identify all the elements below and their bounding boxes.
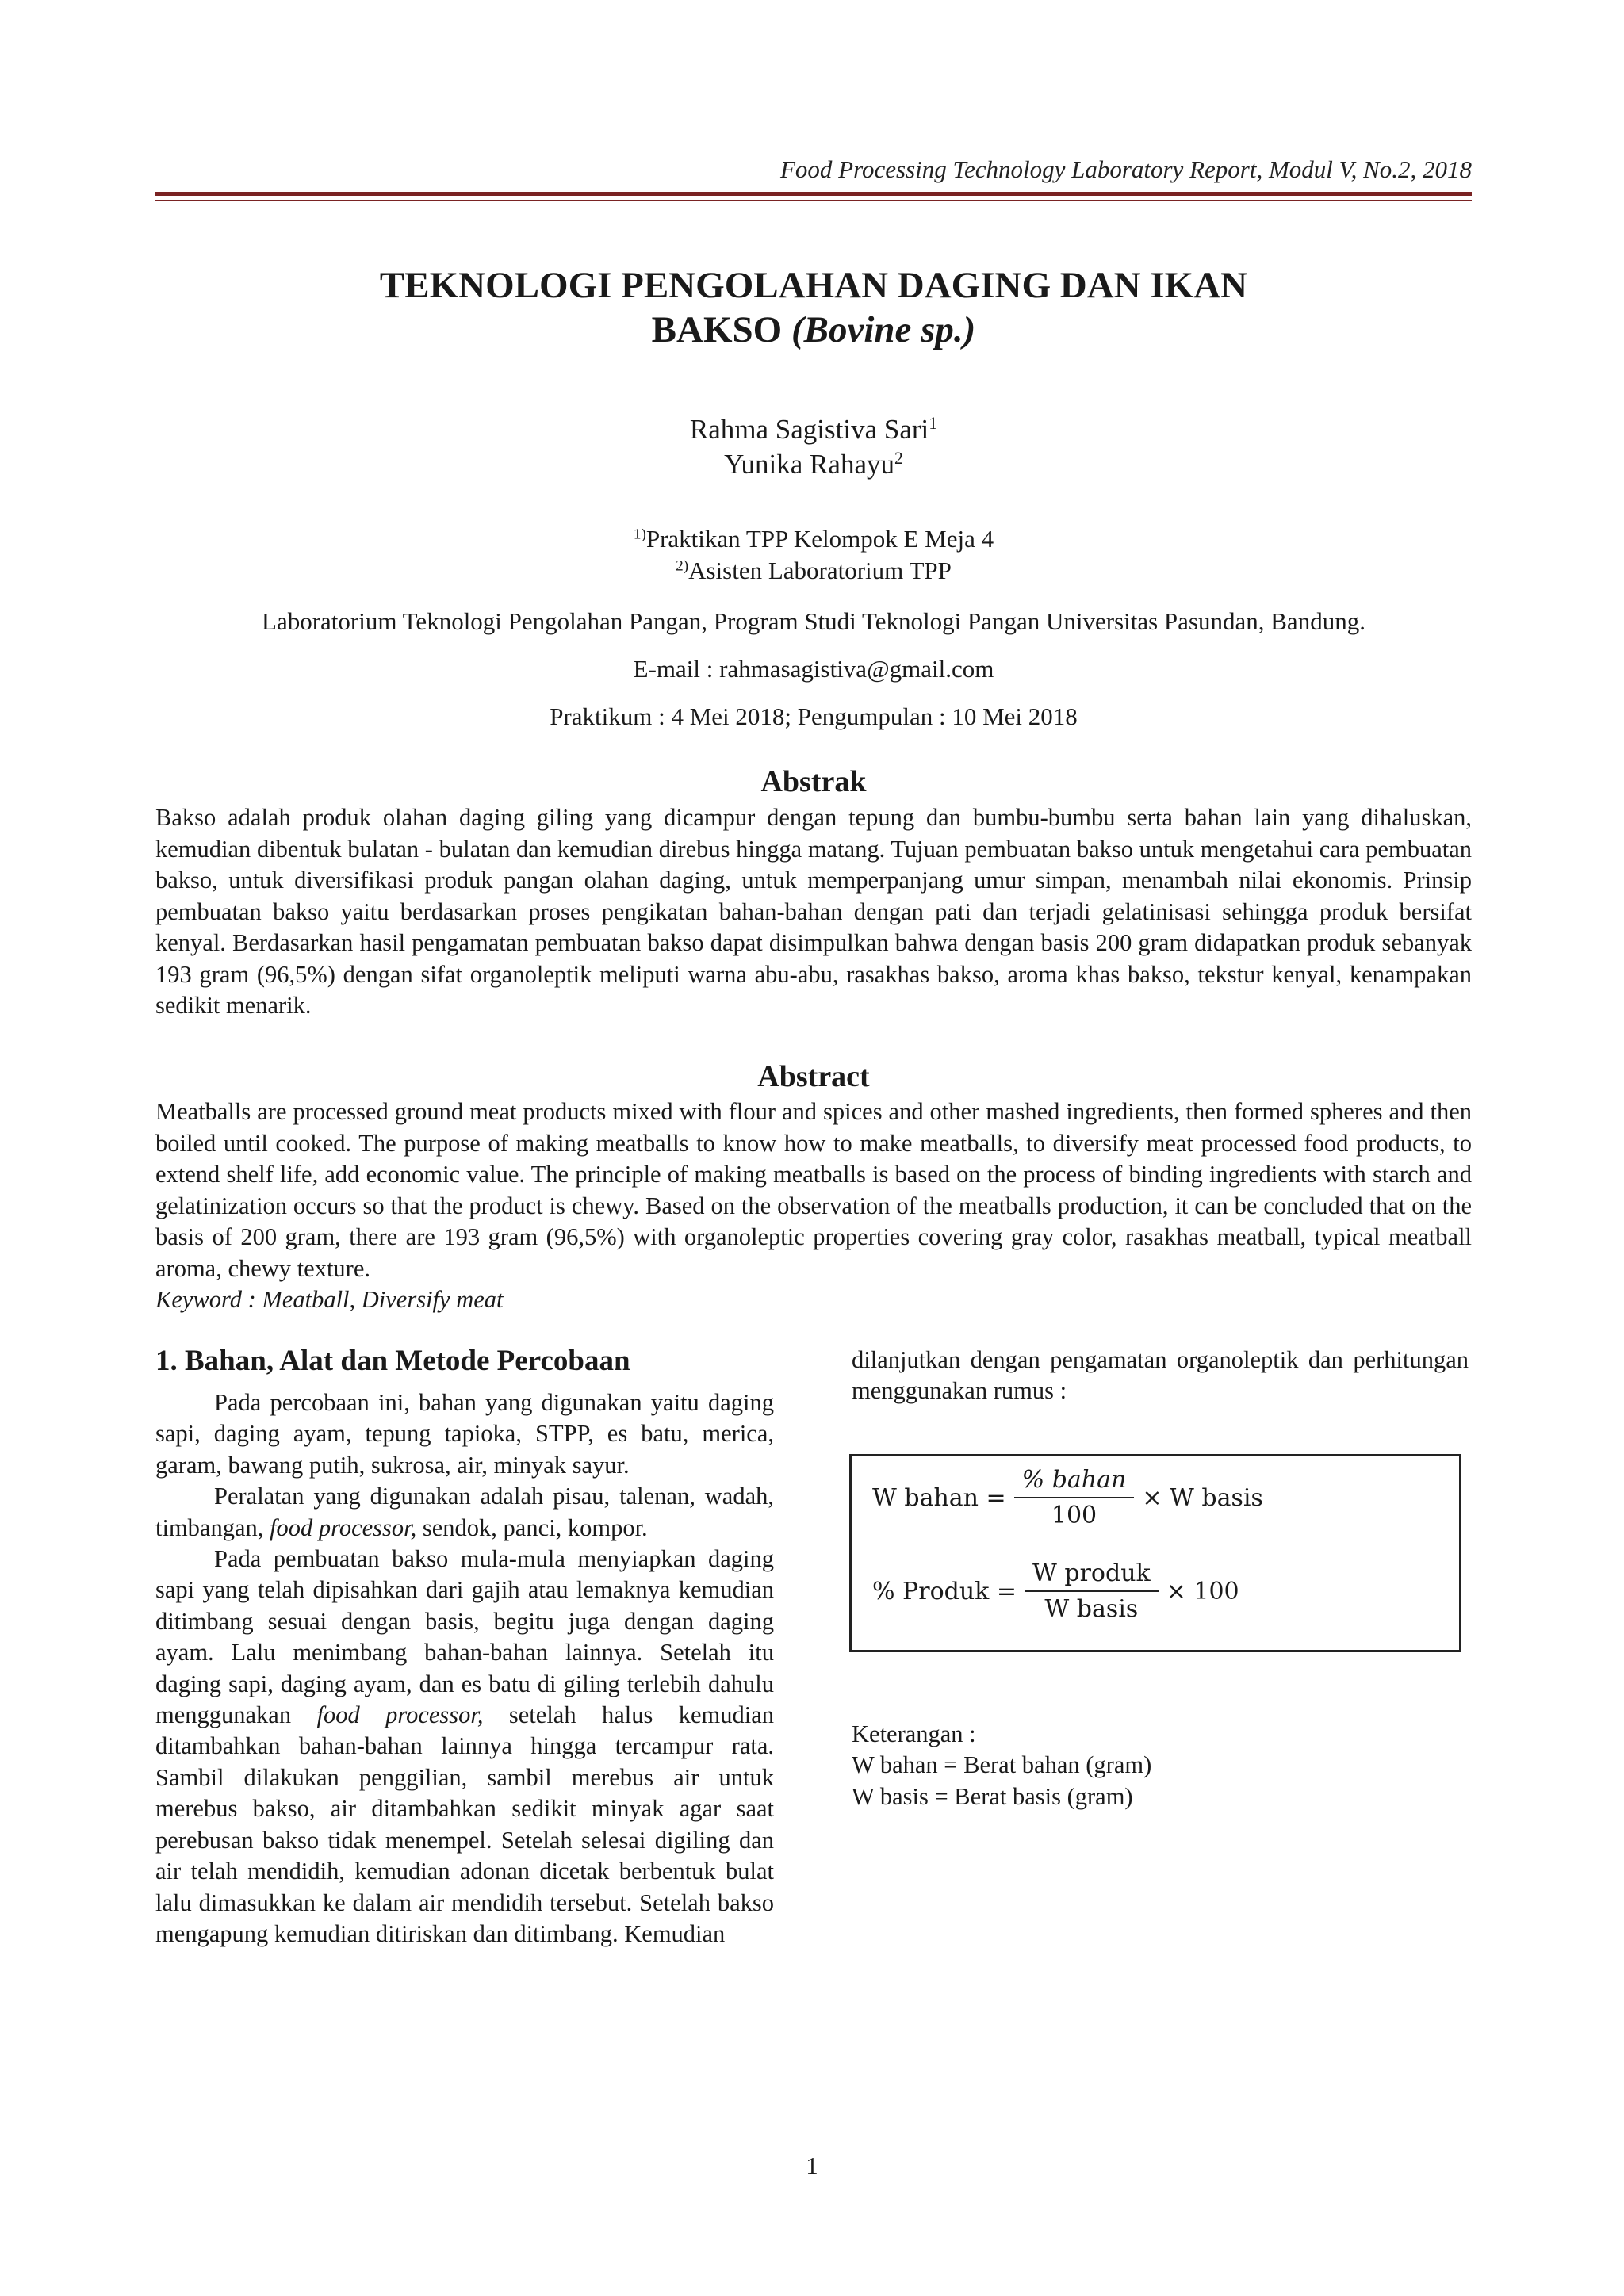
abstrak-body — [155, 802, 1472, 1022]
dates-line: Praktikum : 4 Mei 2018; Pengumpulan : 10 Mei 2018 — [550, 702, 1078, 730]
equipment-text-b: sendok, panci, kompor. — [416, 1513, 648, 1541]
abstract-text: Meatballs are processed ground meat products mixed with flour and spices and other mashed ingredients, then formed spheres and then boiled until cooked. The purpose of making meatballs to know how to make meatballs, to diversify meat processed food products, to extend shelf life, add economic value. The principle of making meatballs is based on the process of binding ingredients with starch and gelatinization occurs so that the product is chewy. Based on the observation of the meatballs production, it can be concluded that on the basis of 200 gram, there are 193 gram (96,5%) with organoleptic properties covering gray color, rasakhas meatball, typical meatball aroma, chewy texture. — [155, 1098, 1472, 1282]
affiliation-2 — [155, 555, 1472, 587]
paragraph-method — [155, 1544, 774, 1950]
author-1-mark: 1 — [929, 414, 938, 434]
formula-2-denominator: W basis — [1044, 1595, 1139, 1623]
formula-box — [849, 1454, 1461, 1652]
title-line-1: TEKNOLOGI PENGOLAHAN DAGING DAN IKAN — [379, 265, 1248, 306]
formula-1-denominator: 100 — [1051, 1502, 1097, 1529]
keywords: Keyword : Meatball, Diversify meat — [155, 1286, 504, 1313]
section-heading: 1. Bahan, Alat dan Metode Percobaan — [155, 1345, 630, 1377]
affiliation-list — [155, 523, 1472, 587]
title-line-2-prefix: BAKSO — [651, 309, 791, 350]
page-number: 1 — [806, 2152, 818, 2179]
affiliation-2-text: Asisten Laboratorium TPP — [688, 557, 952, 584]
affiliation-2-mark: 2) — [676, 557, 689, 575]
formula-1-rhs: × W basis — [1142, 1483, 1263, 1512]
formula-w-bahan — [872, 1466, 1263, 1529]
header-rule-thin — [155, 200, 1472, 201]
author-2 — [155, 447, 1472, 482]
formula-percent-produk — [872, 1559, 1239, 1623]
email-line: E-mail : rahmasagistiva@gmail.com — [633, 655, 994, 683]
equipment-text-a: Peralatan yang digunakan adalah pisau, talenan, wadah, timbangan, — [155, 1483, 774, 1541]
abstrak-text: Bakso adalah produk olahan daging giling yang dicampur dengan tepung dan bumbu-bumbu serta bahan lain yang dihaluskan, kemudian dibentuk bulatan - bulatan dan kemudian direbus hingga matang. Tujuan pembuatan bakso untuk mengetahui cara pembuatan bakso, untuk diversifikasi produk pangan olahan daging, untuk memperpanjang umur simpan, menambah nilai ekonomis. Prinsip pembuatan bakso yaitu berdasarkan proses pengikatan bahan-bahan dengan pati dan terjadi gelatinisasi sehingga produk bersifat kenyal. Berdasarkan hasil pengamatan pembuatan bakso dapat disimpulkan bahwa dengan basis 200 gram didapatkan produk sebanyak 193 gram (96,5%) dengan sifat organoleptik meliputi warna abu-abu, rasakhas bakso, aroma khas bakso, tekstur kenyal, kenampakan sedikit menarik. — [155, 804, 1472, 1019]
formula-2-lhs: % Produk = — [872, 1577, 1017, 1605]
paper-title — [155, 263, 1472, 352]
equipment-italic: food processor, — [270, 1513, 417, 1541]
header-rule — [155, 192, 1472, 196]
formula-1-lhs: W bahan = — [872, 1483, 1006, 1512]
author-1-name: Rahma Sagistiva Sari — [689, 414, 929, 445]
formula-2-rhs: × 100 — [1166, 1577, 1239, 1605]
formula-1-numerator-text: % bahan — [1021, 1466, 1127, 1494]
paragraph-continuation: dilanjutkan dengan pengamatan organoleptik dan perhitungan menggunakan rumus : — [852, 1346, 1469, 1405]
title-species: (Bovine sp.) — [791, 309, 976, 350]
abstract-heading: Abstract — [757, 1060, 870, 1093]
institution: Laboratorium Teknologi Pengolahan Pangan, Program Studi Teknologi Pangan Universitas Pasundan, Bandung. — [262, 607, 1365, 635]
abstract-body — [155, 1096, 1472, 1316]
paragraph-materials: Pada percobaan ini, bahan yang digunakan yaitu daging sapi, daging ayam, tepung tapioka, STPP, es batu, merica, garam, bawang putih, sukrosa, air, minyak sayur. — [155, 1389, 774, 1479]
affiliation-1 — [155, 523, 1472, 555]
notes-heading: Keterangan : — [852, 1720, 976, 1747]
formula-2-fraction — [1025, 1559, 1159, 1623]
affiliation-1-mark: 1) — [633, 526, 646, 543]
method-text-b: setelah halus kemudian ditambahkan bahan-bahan lainnya hingga tercampur rata. Sambil dilakukan penggilian, sambil merebus air untuk merebus bakso, air ditambahkan sedikit minyak agar saat perebusan bakso tidak menempel. Setelah selesai digiling dan air telah mendidih, kemudian adonan dicetak berbentuk bulat lalu dimasukkan ke dalam air mendidih tersebut. Setelah bakso mengapung kemudian ditiriskan dan ditimbang. Kemudian — [155, 1701, 775, 1947]
method-text-a: Pada pembuatan bakso mula-mula menyiapkan daging sapi yang telah dipisahkan dari gajih atau lemaknya kemudian ditimbang sesuai dengan basis, begitu juga dengan daging ayam. Lalu menimbang bahan-bahan lainnya. Setelah itu daging sapi, daging ayam, dan es batu di giling terlebih dahulu menggunakan — [155, 1545, 774, 1729]
formula-2-numerator: W produk — [1025, 1559, 1159, 1592]
running-header: Food Processing Technology Laboratory Report, Modul V, No.2, 2018 — [780, 155, 1472, 183]
notes-line-2: W basis = Berat basis (gram) — [852, 1782, 1133, 1810]
method-italic: food processor, — [316, 1701, 484, 1729]
notes-line-1: W bahan = Berat bahan (gram) — [852, 1751, 1152, 1779]
right-column — [852, 1345, 1469, 1407]
affiliation-1-text: Praktikan TPP Kelompok E Meja 4 — [645, 525, 994, 553]
formula-1-fraction — [1014, 1466, 1135, 1529]
author-list — [155, 412, 1472, 482]
title-line-2 — [155, 308, 1472, 352]
formula-notes — [852, 1719, 1151, 1812]
author-2-name: Yunika Rahayu — [724, 449, 894, 480]
author-2-mark: 2 — [894, 449, 903, 469]
formula-1-numerator — [1014, 1466, 1135, 1498]
author-1 — [155, 412, 1472, 447]
paragraph-equipment — [155, 1481, 774, 1544]
left-column — [155, 1343, 774, 1950]
abstrak-heading: Abstrak — [760, 765, 867, 798]
